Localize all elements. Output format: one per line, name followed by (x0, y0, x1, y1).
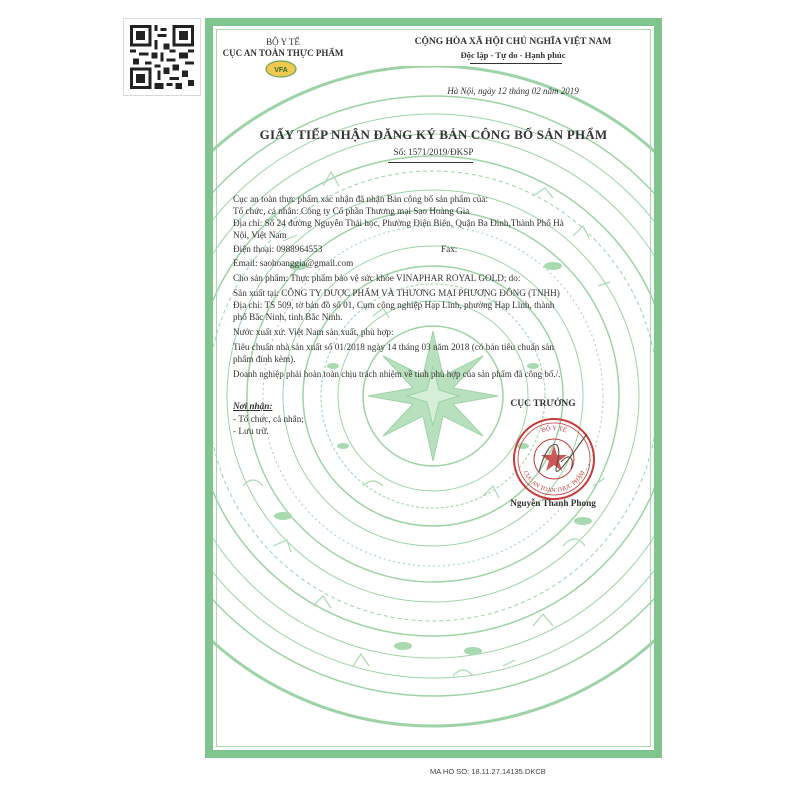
document-number: Số: 1571/2019/ĐKSP (393, 147, 474, 157)
logo-text: VFA (274, 67, 288, 74)
date-line: Hà Nội, ngày 12 tháng 02 năm 2019 (447, 86, 579, 96)
official-stamp (509, 414, 599, 504)
recipient-item: - Tổ chức, cá nhân; (233, 414, 304, 424)
body-line: Cục an toàn thực phẩm xác nhận đã nhận Bản công bố sản phẩm của: (233, 194, 489, 204)
qr-code (123, 18, 201, 96)
national-motto: Độc lập - Tự do - Hạnh phúc (460, 50, 566, 60)
signer-name: Nguyễn Thanh Phong (510, 498, 596, 508)
republic-name: CỘNG HÒA XÃ HỘI CHỦ NGHĨA VIỆT NAM (414, 37, 612, 47)
body-line: Nước xuất xứ: Việt Nam sản xuất, phù hợp: (233, 327, 394, 337)
qr-code-icon (130, 25, 194, 89)
vfa-logo (265, 60, 297, 78)
body-line: Sản xuất tại: CÔNG TY DƯỢC PHẨM VÀ THƯƠNG MẠI PHƯƠNG ĐÔNG (TNHH) (233, 288, 560, 298)
body-line: Địa chỉ: Số 24 đường Nguyễn Thái học, Phường Điện Biên, Quận Ba Đình,Thành Phố Hà (233, 218, 564, 228)
body-line: Tổ chức, cá nhân: Công ty Cổ phần Thương mại Sao Hoàng Gia (233, 206, 470, 216)
body-line: Doanh nghiệp phải hoàn toàn chịu trách nhiệm về tính phù hợp của sản phẩm đã công bố./. (233, 369, 561, 379)
number-underline (388, 162, 473, 163)
fax-label: Fax: (441, 244, 458, 254)
ministry-name: BỘ Y TẾ (266, 37, 300, 47)
handwritten-signature (539, 434, 587, 472)
bronze-drum-watermark (205, 66, 662, 758)
certificate-sheet (205, 18, 662, 758)
agency-name: CỤC AN TOÀN THỰC PHẨM (222, 48, 344, 58)
body-line: Nội, Việt Nam (233, 230, 287, 240)
stamp-bottom-text: CỤC AN TOÀN THỰC PHẨM (521, 470, 587, 495)
recipient-item: - Lưu trữ. (233, 426, 269, 436)
body-line: Địa chỉ: TS 509, tờ bản đồ số 01, Cụm công nghiệp Hạp Lĩnh, phường Hạp Lĩnh, thành (233, 300, 555, 310)
email-line: Email: saohoanggia@gmail.com (233, 258, 354, 268)
body-line: phẩm đính kèm). (233, 354, 296, 364)
body-line: Cho sản phẩm: Thực phẩm bảo vệ sức khỏe VINAPHAR ROYAL GOLD; do: (233, 273, 521, 283)
document-title: GIẤY TIẾP NHẬN ĐĂNG KÝ BẢN CÔNG BỐ SẢN PHẨM (259, 127, 608, 142)
phone-line: Điện thoại: 0988964553 (233, 244, 323, 254)
file-code: MA HO SO: 18.11.27.14135.DKCB (430, 767, 546, 776)
signer-title: CỤC TRƯỞNG (510, 399, 576, 409)
stamp-top-text: BỘ Y TẾ (540, 424, 568, 435)
motto-underline (470, 63, 562, 64)
body-line: Tiêu chuẩn nhà sản xuất số 01/2018 ngày 14 tháng 03 năm 2018 (có bản tiêu chuẩn sản (233, 342, 554, 352)
recipients-label: Nơi nhận: (233, 401, 273, 411)
body-line: phố Bắc Ninh, tỉnh Bắc Ninh. (233, 312, 343, 322)
